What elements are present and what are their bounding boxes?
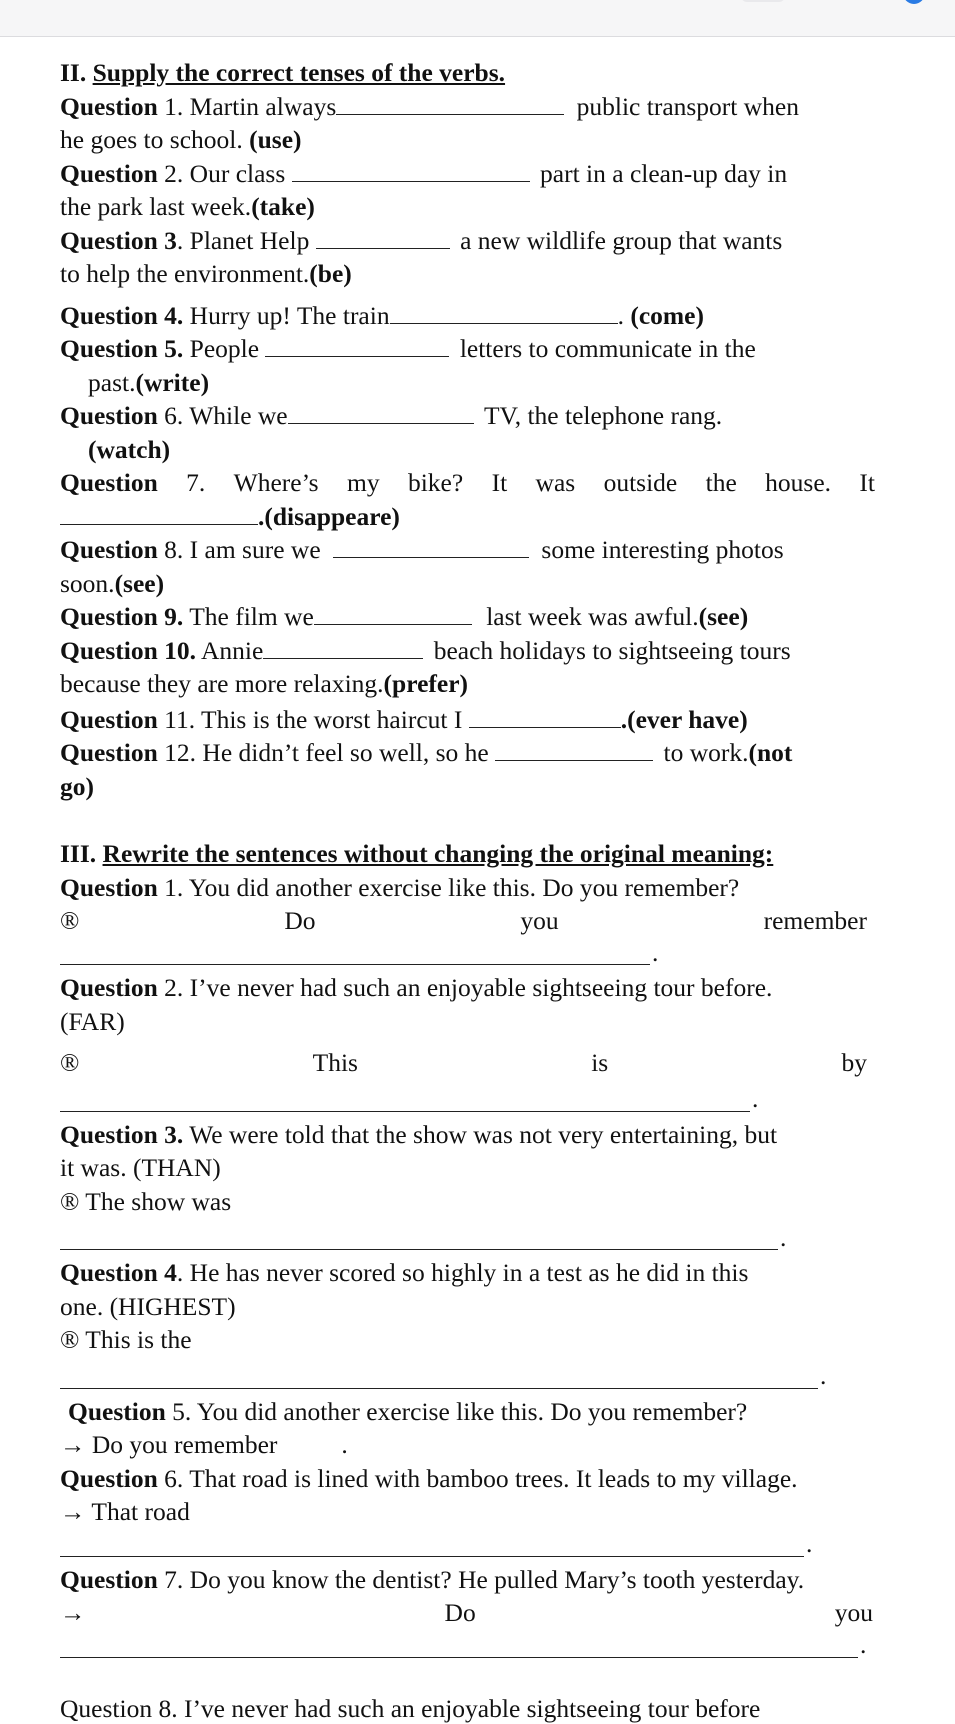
- q-verb: (be): [309, 259, 352, 288]
- q-text: beach holidays to sightseeing tours: [433, 635, 791, 665]
- q-word: by: [841, 1048, 867, 1077]
- q-word: you: [834, 1598, 873, 1627]
- q-label: Question: [60, 1463, 158, 1493]
- section-2-title: Supply the correct tenses of the verbs.: [92, 58, 506, 87]
- q-num: 6.: [164, 1463, 184, 1493]
- q-text: the park last week.: [60, 192, 252, 221]
- q-verb: go): [60, 771, 94, 801]
- s3-question-7-rewrite: [60, 1596, 875, 1630]
- s3-question-6-rewrite: [60, 1495, 875, 1529]
- q-verb: (take): [251, 192, 315, 221]
- answer-blank[interactable]: [292, 159, 530, 182]
- q-num: 9.: [164, 602, 184, 631]
- s2-question-9: [60, 600, 875, 634]
- q-verb: .(ever have): [620, 704, 748, 734]
- q-text: some interesting photos: [541, 535, 784, 564]
- s2-question-10: [60, 634, 875, 668]
- q-text: Annie: [201, 635, 264, 665]
- browser-top-bar: [0, 0, 955, 37]
- s3-question-1-rewrite: [60, 904, 875, 938]
- s2-question-7-cont: [60, 500, 875, 534]
- q-num: 11.: [164, 704, 196, 734]
- q-num: 5.: [172, 1396, 192, 1426]
- answer-blank[interactable]: [469, 705, 621, 728]
- q-verb: (see): [114, 568, 165, 598]
- q-text: Question 8. I’ve never had such an enjoyable sightseeing tour before: [60, 1694, 761, 1723]
- answer-blank[interactable]: [265, 334, 449, 357]
- q-num: 7.: [164, 1564, 184, 1594]
- q-verb: (not: [748, 738, 793, 767]
- s2-question-11: [60, 703, 875, 737]
- q-num: .: [176, 1258, 184, 1287]
- rewrite-arrow: ®: [60, 906, 80, 935]
- q-text: That road is lined with bamboo trees. It leads to my village.: [189, 1463, 798, 1493]
- q-text: You did another exercise like this. Do you remember?: [188, 872, 740, 902]
- s2-question-3-cont: [60, 257, 875, 291]
- q-text: I’ve never had such an enjoyable sightseeing tour before.: [189, 973, 773, 1002]
- q-word: you: [520, 906, 559, 935]
- s2-question-1-cont: [60, 123, 875, 157]
- q-word: Do: [444, 1598, 476, 1627]
- s3-question-2-cont: [60, 1005, 875, 1039]
- answer-blank[interactable]: [288, 401, 474, 424]
- rewrite-start: ® The show was: [60, 1186, 232, 1216]
- q-text: I am sure we: [189, 535, 321, 564]
- q-verb: (use): [249, 125, 302, 154]
- q-label: Question: [60, 704, 158, 734]
- section-3-title: Rewrite the sentences without changing the original meaning:: [102, 839, 774, 868]
- q-word: Do: [284, 906, 316, 935]
- q-text: Martin always: [189, 91, 337, 121]
- rewrite-arrow: →: [60, 1598, 86, 1627]
- s3-question-8-cut-off: [60, 1694, 760, 1724]
- s3-question-4-answer: .: [60, 1357, 875, 1395]
- q-text: He has never scored so highly in a test as he did in this: [189, 1258, 749, 1287]
- top-bar-decoration: [741, 0, 785, 2]
- s2-question-10-cont: [60, 667, 875, 701]
- q-word: It: [491, 468, 508, 497]
- q-text: part in a clean-up day in: [540, 158, 788, 188]
- q-text: The film we: [189, 602, 314, 631]
- rewrite-start: → That road: [60, 1497, 190, 1526]
- s2-question-3: [60, 224, 875, 258]
- q-label: Question 3: [60, 225, 177, 255]
- q-word: house.: [765, 468, 832, 497]
- s2-question-5: [60, 332, 875, 366]
- s3-question-3-cont: [60, 1151, 875, 1185]
- s3-question-7: [60, 1563, 875, 1597]
- s2-question-1: [60, 90, 875, 124]
- s3-question-3-rewrite: [60, 1185, 875, 1219]
- q-word: the: [705, 468, 737, 497]
- answer-line[interactable]: [60, 1388, 818, 1389]
- s3-question-1: [60, 871, 875, 905]
- q-label: Question 5.: [60, 334, 184, 363]
- q-verb: (write): [135, 367, 210, 397]
- q-verb: .(disappeare): [258, 501, 400, 531]
- q-text: TV, the telephone rang.: [484, 401, 723, 430]
- s3-question-2-answer: .: [60, 1080, 875, 1118]
- answer-line[interactable]: [60, 1111, 750, 1112]
- q-label: Question: [60, 535, 158, 564]
- q-num: 1.: [164, 91, 184, 121]
- q-text: Our class: [189, 158, 286, 188]
- q-num: 2.: [164, 973, 184, 1002]
- q-num: 2.: [164, 158, 184, 188]
- s2-question-7: [60, 466, 875, 500]
- q-text: You did another exercise like this. Do you remember?: [196, 1396, 748, 1426]
- q-text: he goes to school.: [60, 125, 243, 154]
- s2-question-4: [60, 299, 875, 333]
- q-label: Question: [60, 635, 158, 665]
- q-label: Question: [60, 468, 158, 497]
- q-num: 10.: [164, 635, 197, 665]
- answer-blank[interactable]: [336, 92, 564, 115]
- q-num: 6.: [164, 401, 184, 430]
- s2-question-8-cont: [60, 567, 875, 601]
- s2-question-12: [60, 736, 875, 770]
- q-num: 12.: [164, 738, 197, 767]
- q-text: to help the environment.: [60, 259, 310, 288]
- q-text: Do you know the dentist? He pulled Mary’s tooth yesterday.: [189, 1564, 805, 1594]
- s2-question-2-cont: [60, 190, 875, 224]
- q-verb: (come): [630, 300, 704, 330]
- s2-question-6: [60, 399, 875, 433]
- worksheet: [60, 56, 875, 1664]
- section-2-heading: [60, 56, 875, 90]
- q-text: letters to communicate in the: [459, 334, 756, 363]
- q-word: my: [347, 468, 380, 497]
- q-label: Question 4.: [60, 300, 184, 330]
- top-bar-indicator-icon: [903, 0, 925, 4]
- q-text: We were told that the show was not very entertaining, but: [189, 1119, 778, 1149]
- s2-question-2: [60, 157, 875, 191]
- s2-question-5-cont: [60, 366, 875, 400]
- q-text: because they are more relaxing.: [60, 669, 384, 698]
- q-text: one. (HIGHEST): [60, 1291, 236, 1321]
- s3-question-3: [60, 1118, 875, 1152]
- s3-question-2-rewrite: [60, 1046, 875, 1080]
- q-text: to work.: [663, 738, 749, 767]
- q-label: Question 3.: [60, 1119, 184, 1149]
- q-text: This is the worst haircut I: [201, 704, 463, 734]
- answer-blank[interactable]: [495, 738, 653, 761]
- answer-blank[interactable]: [314, 602, 472, 625]
- q-text: it was. (THAN): [60, 1153, 221, 1182]
- answer-line[interactable]: [60, 1556, 804, 1557]
- s2-question-8: [60, 533, 875, 567]
- section-3-heading: [60, 837, 875, 871]
- q-text: last week was awful.: [486, 602, 699, 631]
- q-text: .: [617, 300, 631, 330]
- q-verb: (prefer): [383, 669, 469, 698]
- q-label: Question: [60, 1564, 158, 1594]
- q-word: outside: [603, 468, 678, 497]
- q-label: Question: [60, 973, 158, 1002]
- answer-blank[interactable]: [316, 226, 450, 249]
- answer-blank[interactable]: [263, 636, 423, 659]
- q-text: past.: [88, 367, 136, 397]
- s3-question-7-answer: .: [60, 1630, 875, 1664]
- q-verb: (watch): [88, 434, 171, 464]
- s3-question-6-answer: .: [60, 1529, 875, 1563]
- q-text: Planet Help: [189, 225, 310, 255]
- q-text: While we: [189, 401, 288, 430]
- q-text: a new wildlife group that wants: [460, 225, 783, 255]
- s3-question-3-answer: .: [60, 1218, 875, 1256]
- rewrite-arrow: ®: [60, 1048, 80, 1077]
- section-3-number: III.: [60, 839, 97, 868]
- q-text: (FAR): [60, 1006, 125, 1036]
- q-label: Question: [60, 602, 158, 631]
- q-num: 1.: [164, 872, 184, 902]
- q-num: .: [176, 225, 184, 255]
- rewrite-start: ® This is the: [60, 1325, 192, 1354]
- s3-question-5: [60, 1395, 875, 1429]
- q-text: Hurry up! The train: [189, 300, 390, 330]
- q-word: bike?: [407, 468, 464, 497]
- q-label: Question: [60, 158, 158, 188]
- q-label: Question: [68, 1396, 166, 1426]
- q-text: soon.: [60, 568, 115, 598]
- section-2-number: II.: [60, 58, 87, 87]
- q-word: remember: [763, 906, 867, 935]
- s3-question-5-rewrite: → Do you remember .: [60, 1430, 348, 1459]
- q-label: Question: [60, 738, 158, 767]
- q-word: was: [535, 468, 576, 497]
- s3-question-4-rewrite: [60, 1323, 875, 1357]
- q-text: He didn’t feel so well, so he: [202, 738, 489, 767]
- q-label: Question: [60, 91, 158, 121]
- q-text: People: [189, 334, 260, 363]
- answer-blank[interactable]: [333, 535, 529, 558]
- q-word: This: [312, 1048, 358, 1077]
- answer-line[interactable]: [60, 1249, 778, 1250]
- q-verb: (see): [698, 602, 749, 631]
- q-label: Question 4: [60, 1258, 177, 1287]
- s3-question-4: [60, 1256, 875, 1290]
- q-num: 7.: [186, 468, 206, 497]
- s3-question-1-answer: .: [60, 938, 875, 972]
- s3-question-6: [60, 1462, 875, 1496]
- q-label: Question: [60, 401, 158, 430]
- s3-question-2: [60, 971, 875, 1005]
- answer-blank[interactable]: [60, 502, 258, 525]
- answer-line[interactable]: [60, 1657, 858, 1658]
- s3-question-4-cont: [60, 1290, 875, 1324]
- answer-blank[interactable]: [390, 301, 618, 324]
- q-label: Question: [60, 872, 158, 902]
- q-num: 8.: [164, 535, 184, 564]
- rewrite-start: → Do you remember: [60, 1430, 278, 1459]
- q-word: Where’s: [233, 468, 319, 497]
- s2-question-6-cont: [60, 433, 875, 467]
- q-word: It: [859, 468, 875, 497]
- answer-line[interactable]: [60, 964, 650, 965]
- s2-question-12-cont: [60, 770, 875, 804]
- q-word: is: [591, 1048, 609, 1077]
- q-text: public transport when: [576, 91, 799, 121]
